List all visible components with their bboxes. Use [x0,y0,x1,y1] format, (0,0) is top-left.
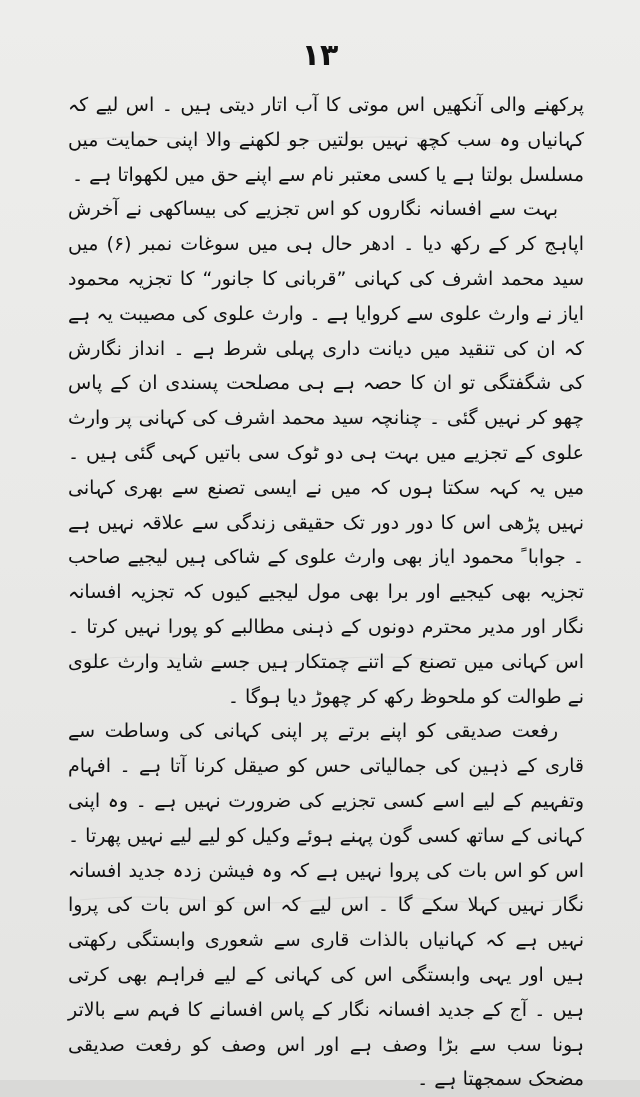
paragraph-3: رفعت صدیقی کو اپنے برتے پر اپنی کہانی کی وساطت سے قاری کے ذہین کی جمالیاتی حس کو صیقل کرنا آتا ہے ۔ افہام وتفہیم کے لیے اسے کسی تجزیے کی ضرورت نہیں ہے ۔ وہ اپنی کہانی کے ساتھ کسی گون پہنے ہوئے وکیل کو لیے لیے نہیں پھرتا ۔ اس کو اس بات کی پروا نہیں ہے کہ وہ فیشن زدہ جدید افسانہ نگار نہیں کہلا سکے گا ۔ اس لیے کہ اس کو اس بات کی پروا نہیں ہے کہ کہانیاں بالذات قاری سے شعوری وابستگی رکھتی ہیں اور یہی وابستگی اس کی کہانی کے لیے فراہم بھی کرتی ہیں ۔ آج کے جدید افسانہ نگار کے پاس افسانے کا فہم سے بالاتر ہونا سب سے بڑا وصف ہے اور اس وصف کو رفعت صدیقی مضحک سمجھتا ہے ۔ [68,720,584,1091]
page-number: ۱۳ [301,38,339,73]
paragraph-2: بہت سے افسانہ نگاروں کو اس تجزیے کی بیساکھی نے آخرش اپاہج کر کے رکھ دیا ۔ ادھر حال ہی میں سوغات نمبر (۶) میں سید محمد اشرف کی کہانی ”قربانی کا جانور“ کا تجزیہ محمود ایاز نے وارث علوی سے کروایا ہے ۔ وارث علوی کی مصیبت یہ ہے کہ ان کی تنقید میں دیانت داری پہلی شرط ہے ۔ انداز نگارش کی شگفتگی تو ان کا حصہ ہے ہی مصلحت پسندی ان کے پاس چھو کر نہیں گئی ۔ چنانچہ سید محمد اشرف کی کہانی پر وارث علوی کے تجزیے میں بہت ہی دو ٹوک سی باتیں کہی گئی ہیں ۔ میں یہ کہہ سکتا ہوں کہ میں نے ایسی تصنع سے بھری کہانی نہیں پڑھی اس کا دور دور تک حقیقی زندگی سے علاقہ نہیں ہے ۔ جوابا ً محمود ایاز بھی وارث علوی کے شاکی ہیں لیجیے صاحب تجزیہ بھی کیجیے اور برا بھی مول لیجیے کیوں کہ تجزیہ افسانہ نگار اور مدیر محترم دونوں کے ذہنی مطالبے کو پورا نہیں کرتا ۔ اس کہانی میں تصنع کے اتنے چمتکار ہیں جسے شاید وارث علوی نے طوالت کو ملحوظ رکھ کر چھوڑ دیا ہوگا ۔ [68,198,584,708]
body-text [68,88,584,1097]
paragraph-1: پرکھنے والی آنکھیں اس موتی کا آب اتار دیتی ہیں ۔ اس لیے کہ کہانیاں وہ سب کچھ نہیں بولتیں جو لکھنے والا اپنی حمایت میں مسلسل بولتا ہے یا کسی معتبر نام سے اپنے حق میں لکھواتا ہے ۔ [68,94,584,186]
